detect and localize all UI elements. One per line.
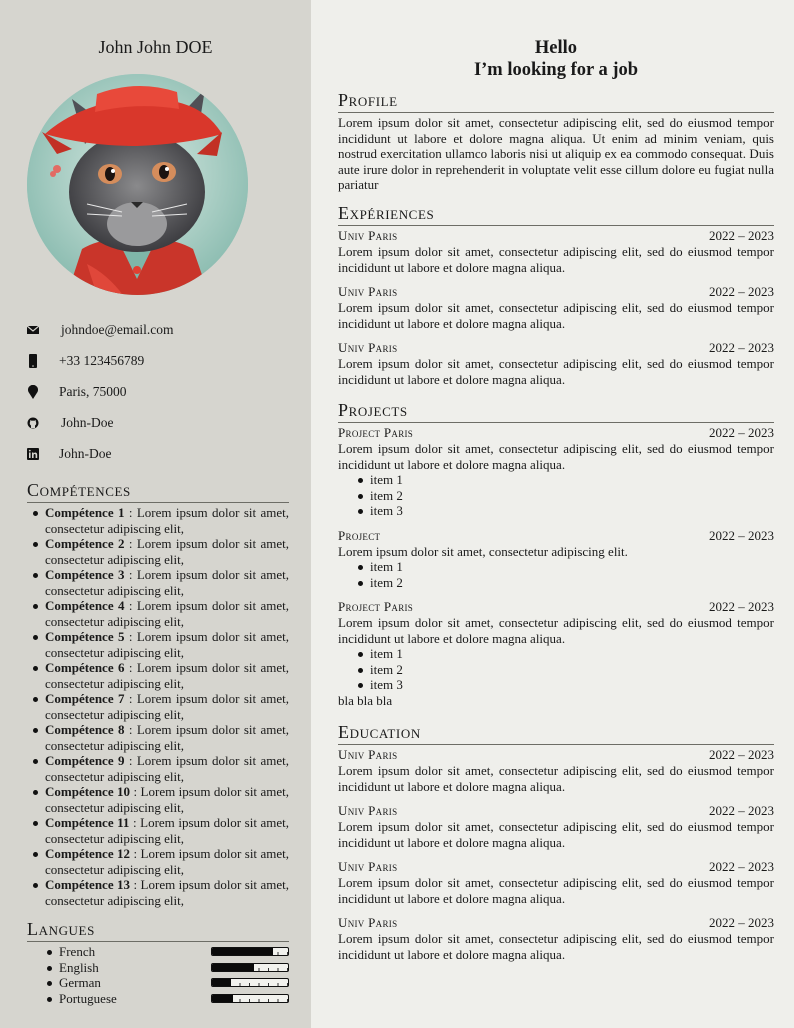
profile-section xyxy=(338,90,774,193)
experience-entry: Univ Paris 2022 – 2023 Lorem ipsum dolor sit amet, consectetur adipiscing elit, sed do eiusmod tempor incididunt ut labore et dolore magna aliqua. xyxy=(338,228,774,275)
education-heading: Education xyxy=(338,722,774,745)
projects-section xyxy=(338,400,774,708)
project-item: item 1 xyxy=(338,559,774,575)
language-item: Portuguese xyxy=(27,991,289,1007)
headline-subtitle: I’m looking for a job xyxy=(473,60,639,80)
profile-text: Lorem ipsum dolor sit amet, consectetur adipiscing elit, sed do eiusmod tempor incididunt ut labore et dolore magna aliqua. Ut enim ad minim veniam, quis nostrud exercitation ullamco laboris nisi ut aliquip ex ea commodo consequat. Duis aute irure dolor in reprehenderit in voluptate velit esse cillum dolore eu fugiat nulla pariatur xyxy=(338,115,774,192)
contact-linkedin[interactable] xyxy=(27,438,174,469)
skills-section xyxy=(27,480,289,908)
candidate-name: John John DOE xyxy=(98,37,213,57)
skill-item: Compétence 9 : Lorem ipsum dolor sit amet, consectetur adipiscing elit, xyxy=(27,753,289,784)
skill-item: Compétence 6 : Lorem ipsum dolor sit amet, consectetur adipiscing elit, xyxy=(27,660,289,691)
languages-list xyxy=(27,944,289,1006)
contact-github-text: John-Doe xyxy=(61,414,114,430)
project-item: item 2 xyxy=(338,662,774,678)
experiences-heading: Expériences xyxy=(338,203,774,226)
skill-item: Compétence 4 : Lorem ipsum dolor sit amet, consectetur adipiscing elit, xyxy=(27,598,289,629)
education-entry: Univ Paris 2022 – 2023 Lorem ipsum dolor sit amet, consectetur adipiscing elit, sed do eiusmod tempor incididunt ut labore et dolore magna aliqua. xyxy=(338,747,774,794)
project-entry: Project 2022 – 2023 Lorem ipsum dolor sit amet, consectetur adipiscing elit. item 1 item 2 xyxy=(338,527,774,590)
contact-linkedin-text: John-Doe xyxy=(59,445,112,461)
profile-photo xyxy=(27,74,248,295)
project-item: item 2 xyxy=(338,488,774,504)
language-item: French xyxy=(27,944,289,960)
sidebar xyxy=(0,0,311,1028)
contact-location xyxy=(27,376,174,407)
project-entry: Project Paris 2022 – 2023 Lorem ipsum dolor sit amet, consectetur adipiscing elit, sed do eiusmod tempor incididunt ut labore et dolore magna aliqua. item 1 item 2 item 3 xyxy=(338,425,774,518)
project-note: bla bla bla xyxy=(338,692,393,708)
languages-heading: Langues xyxy=(27,919,289,942)
experience-entry: Univ Paris 2022 – 2023 Lorem ipsum dolor sit amet, consectetur adipiscing elit, sed do eiusmod tempor incididunt ut labore et dolore magna aliqua. xyxy=(338,340,774,387)
headline xyxy=(338,37,774,81)
project-item: item 1 xyxy=(338,646,774,662)
contact-list xyxy=(27,314,174,469)
education-entry: Univ Paris 2022 – 2023 Lorem ipsum dolor sit amet, consectetur adipiscing elit, sed do eiusmod tempor incididunt ut labore et dolore magna aliqua. xyxy=(338,859,774,906)
skill-item: Compétence 8 : Lorem ipsum dolor sit amet, consectetur adipiscing elit, xyxy=(27,722,289,753)
skill-item: Compétence 5 : Lorem ipsum dolor sit amet, consectetur adipiscing elit, xyxy=(27,629,289,660)
contact-email-text: johndoe@email.com xyxy=(61,321,174,337)
language-level-bar xyxy=(211,947,289,956)
education-section xyxy=(338,722,774,962)
skill-item: Compétence 7 : Lorem ipsum dolor sit amet, consectetur adipiscing elit, xyxy=(27,691,289,722)
skill-item: Compétence 2 : Lorem ipsum dolor sit amet, consectetur adipiscing elit, xyxy=(27,536,289,567)
skills-heading: Compétences xyxy=(27,480,289,503)
cat-portrait-image xyxy=(27,74,248,295)
skill-item: Compétence 1 : Lorem ipsum dolor sit amet, consectetur adipiscing elit, xyxy=(27,505,289,536)
contact-phone[interactable] xyxy=(27,345,174,376)
contact-location-text: Paris, 75000 xyxy=(59,383,127,399)
project-entry: Project Paris 2022 – 2023 Lorem ipsum dolor sit amet, consectetur adipiscing elit, sed do eiusmod tempor incididunt ut labore et dolore magna aliqua. item 1 item 2 item 3 bla bla bla xyxy=(338,599,774,708)
profile-heading: Profile xyxy=(338,90,774,113)
skills-list xyxy=(27,505,289,908)
language-item: English xyxy=(27,960,289,976)
map-marker-icon xyxy=(27,385,39,399)
project-item: item 3 xyxy=(338,503,774,519)
project-item: item 1 xyxy=(338,472,774,488)
github-icon xyxy=(27,416,39,430)
headline-greeting: Hello xyxy=(534,38,578,58)
project-item: item 3 xyxy=(338,677,774,693)
education-entry: Univ Paris 2022 – 2023 Lorem ipsum dolor sit amet, consectetur adipiscing elit, sed do eiusmod tempor incididunt ut labore et dolore magna aliqua. xyxy=(338,803,774,850)
experience-entry: Univ Paris 2022 – 2023 Lorem ipsum dolor sit amet, consectetur adipiscing elit, sed do eiusmod tempor incididunt ut labore et dolore magna aliqua. xyxy=(338,284,774,331)
skill-item: Compétence 12 : Lorem ipsum dolor sit amet, consectetur adipiscing elit, xyxy=(27,846,289,877)
projects-heading: Projects xyxy=(338,400,774,423)
skill-item: Compétence 3 : Lorem ipsum dolor sit amet, consectetur adipiscing elit, xyxy=(27,567,289,598)
contact-email[interactable] xyxy=(27,314,174,345)
language-level-bar xyxy=(211,978,289,987)
project-item: item 2 xyxy=(338,575,774,591)
education-entry: Univ Paris 2022 – 2023 Lorem ipsum dolor sit amet, consectetur adipiscing elit, sed do eiusmod tempor incididunt ut labore et dolore magna aliqua. xyxy=(338,915,774,962)
language-item: German xyxy=(27,975,289,991)
contact-phone-text: +33 123456789 xyxy=(59,352,145,368)
linkedin-icon xyxy=(27,447,39,461)
language-level-bar xyxy=(211,994,289,1003)
skill-item: Compétence 13 : Lorem ipsum dolor sit amet, consectetur adipiscing elit, xyxy=(27,877,289,908)
skill-item: Compétence 10 : Lorem ipsum dolor sit amet, consectetur adipiscing elit, xyxy=(27,784,289,815)
experiences-section xyxy=(338,203,774,387)
language-level-bar xyxy=(211,963,289,972)
mobile-phone-icon xyxy=(27,354,39,368)
skill-item: Compétence 11 : Lorem ipsum dolor sit amet, consectetur adipiscing elit, xyxy=(27,815,289,846)
contact-github[interactable] xyxy=(27,407,174,438)
languages-section xyxy=(27,919,289,1006)
envelope-icon xyxy=(27,323,39,337)
